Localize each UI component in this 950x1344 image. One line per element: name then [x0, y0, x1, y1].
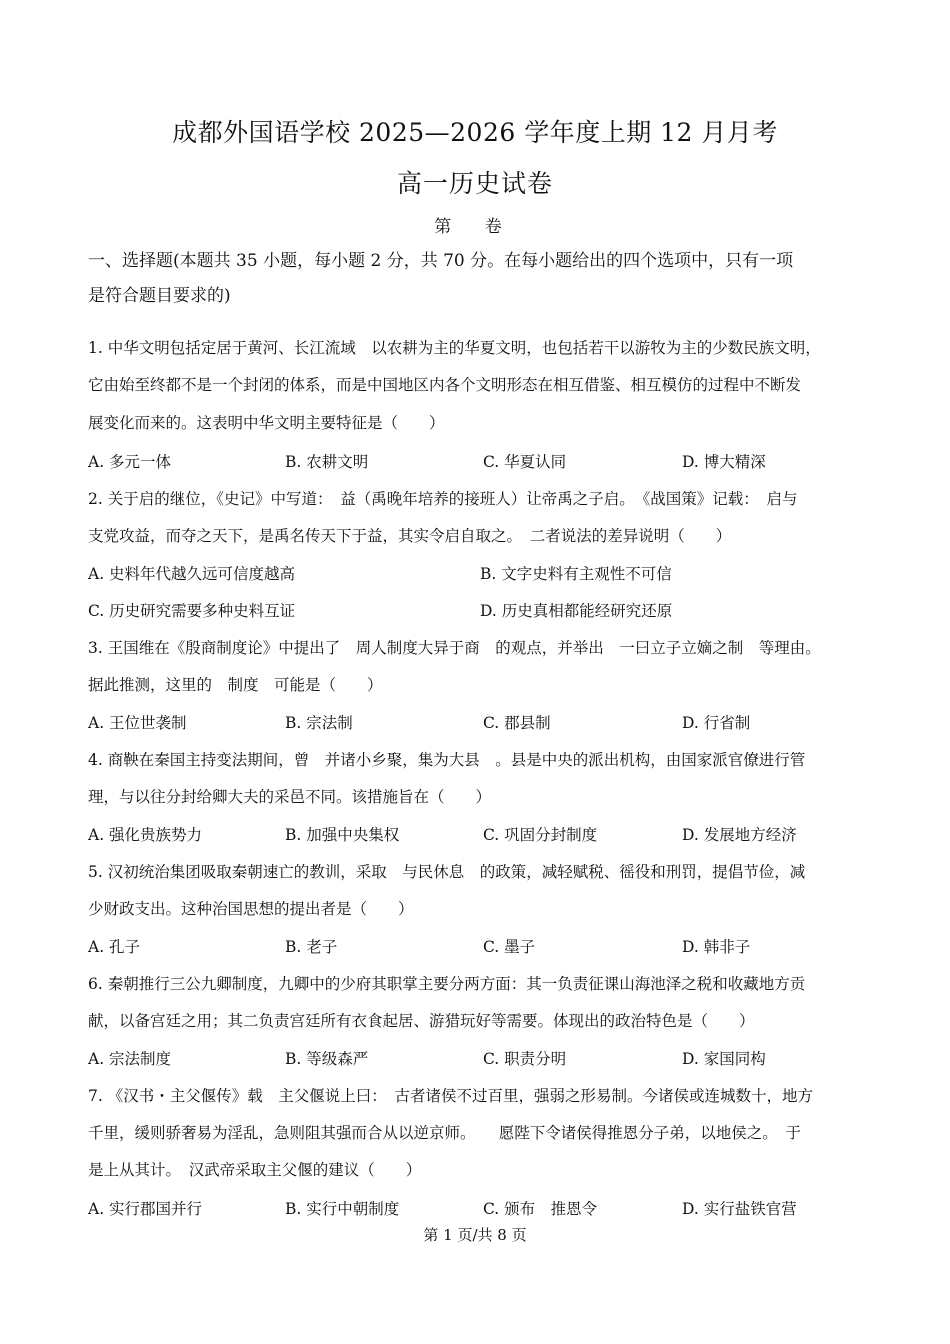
question-line: 据此推测，这里的 制度 可能是（ ）	[88, 676, 383, 694]
section-heading-line: 一、选择题(本题共 35 小题，每小题 2 分，共 70 分。在每小题给出的四个选项中，只有一项	[88, 251, 794, 271]
volume-label: 第 卷	[434, 217, 516, 237]
option-d: D. 韩非子	[682, 938, 751, 956]
option-b: B. 宗法制	[285, 714, 353, 732]
page-footer: 第 1 页/共 8 页	[423, 1226, 527, 1244]
option-b: B. 加强中央集权	[285, 826, 400, 844]
option-a: A. 史料年代越久远可信度越高	[88, 565, 296, 583]
question-line: 5. 汉初统治集团吸取秦朝速亡的教训，采取 与民休息 的政策，减轻赋税、徭役和刑罚，提倡节俭，减	[88, 863, 806, 881]
question-line: 3. 王国维在《殷商制度论》中提出了 周人制度大异于商 的观点，并举出 一曰立子立嫡之制 等理由。	[88, 639, 821, 657]
question-line: 它由始至终都不是一个封闭的体系，而是中国地区内各个文明形态在相互借鉴、相互模仿的过程中不断发	[88, 376, 802, 394]
question-line: 2. 关于启的继位，《史记》中写道： 益（禹晚年培养的接班人）让帝禹之子启。 《战国策》记载： 启与	[88, 490, 798, 508]
option-d: D. 行省制	[682, 714, 751, 732]
option-b: B. 等级森严	[285, 1050, 369, 1068]
option-a: A. 王位世袭制	[88, 714, 187, 732]
question-line: 7. 《汉书・主父偃传》载 主父偃说上曰： 古者诸侯不过百里，强弱之形易制。今诸侯或连城数十，地方	[88, 1087, 813, 1105]
option-c: C. 颁布 推恩令	[483, 1200, 598, 1218]
option-b: B. 农耕文明	[285, 453, 369, 471]
section-heading-line: 是符合题目要求的)	[88, 286, 231, 306]
exam-subtitle: 高一历史试卷	[396, 169, 553, 198]
option-d: D. 发展地方经济	[682, 826, 797, 844]
question-line: 千里，缓则骄奢易为淫乱，急则阻其强而合从以逆京师。 愿陛下令诸侯得推恩分子弟，以地侯之。 于	[88, 1124, 802, 1142]
option-c: C. 历史研究需要多种史料互证	[88, 602, 296, 620]
option-a: A. 孔子	[88, 938, 141, 956]
option-c: C. 郡县制	[483, 714, 551, 732]
section-heading	[88, 244, 888, 314]
option-d: D. 历史真相都能经研究还原	[480, 602, 673, 620]
option-d: D. 家国同构	[682, 1050, 766, 1068]
question-line: 1. 中华文明包括定居于黄河、长江流域 以农耕为主的华夏文明，也包括若干以游牧为主的少数民族文明，	[88, 339, 821, 357]
option-a: A. 强化贵族势力	[88, 826, 203, 844]
option-d: D. 博大精深	[682, 453, 766, 471]
option-a: A. 多元一体	[88, 453, 172, 471]
question-line: 是上从其计。 汉武帝采取主父偃的建议（ ）	[88, 1161, 422, 1179]
question-line: 4. 商鞅在秦国主持变法期间，曾 并诸小乡聚，集为大县 。县是中央的派出机构，由国家派官僚进行管	[88, 751, 806, 769]
question-line: 展变化而来的。这表明中华文明主要特征是（ ）	[88, 414, 445, 432]
option-a: A. 宗法制度	[88, 1050, 172, 1068]
question-line: 支党攻益，而夺之天下，是禹名传天下于益，其实令启自取之。 二者说法的差异说明（ ）	[88, 527, 732, 545]
exam-title: 成都外国语学校 2025—2026 学年度上期 12 月月考	[172, 118, 778, 147]
option-a: A. 实行郡国并行	[88, 1200, 203, 1218]
option-c: C. 巩固分封制度	[483, 826, 598, 844]
question-line: 6. 秦朝推行三公九卿制度，九卿中的少府其职掌主要分两方面：其一负责征课山海池泽之税和收藏地方贡	[88, 975, 806, 993]
question-line: 少财政支出。这种治国思想的提出者是（ ）	[88, 900, 414, 918]
option-c: C. 华夏认同	[483, 453, 567, 471]
option-b: B. 实行中朝制度	[285, 1200, 400, 1218]
question-line: 献，以备宫廷之用；其二负责宫廷所有衣食起居、游猎玩好等需要。体现出的政治特色是（ ）	[88, 1012, 755, 1030]
option-d: D. 实行盐铁官营	[682, 1200, 797, 1218]
option-b: B. 文字史料有主观性不可信	[480, 565, 672, 583]
question-line: 理，与以往分封给卿大夫的采邑不同。该措施旨在（ ）	[88, 788, 492, 806]
option-c: C. 职责分明	[483, 1050, 567, 1068]
option-c: C. 墨子	[483, 938, 536, 956]
option-b: B. 老子	[285, 938, 338, 956]
